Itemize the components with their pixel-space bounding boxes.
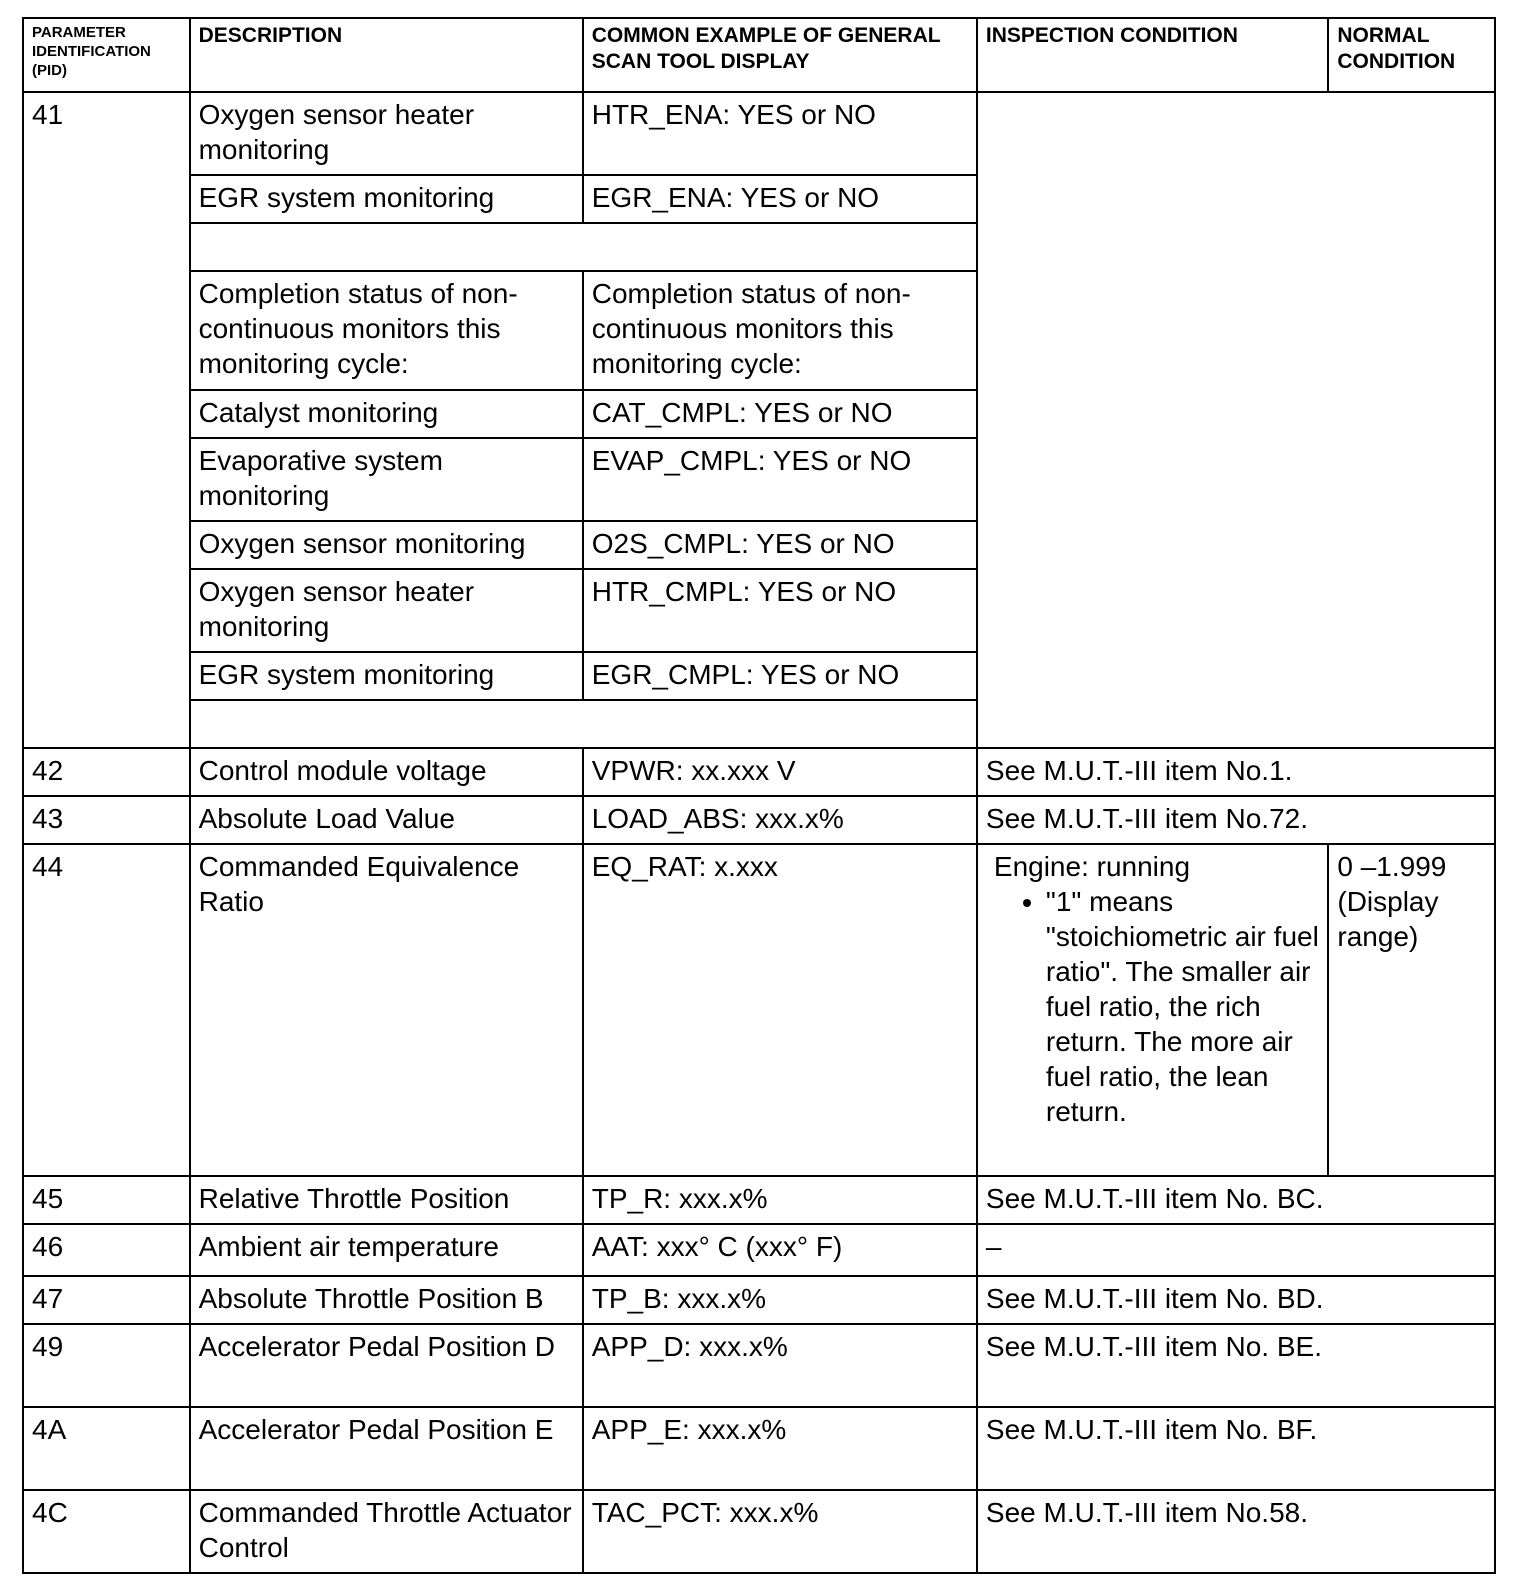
inspection-bullet: • "1" means "stoichiometric air fuel ratio". The smaller air fuel ratio, the rich return. The more air fuel ratio, the lean return. (1046, 884, 1319, 1129)
description-cell: EGR system monitoring (190, 175, 583, 223)
table-row (23, 1176, 1495, 1224)
header-pid: PARAMETER IDENTIFICATION (PID) (23, 18, 190, 92)
table-row (23, 1324, 1495, 1407)
display-cell: EGR_ENA: YES or NO (583, 175, 977, 223)
table-row (23, 1490, 1495, 1573)
display-cell: VPWR: xx.xxx V (583, 748, 977, 796)
pid-cell: 4A (23, 1407, 190, 1490)
table-row (23, 92, 1495, 175)
inspection-cell: See M.U.T.-III item No.72. (977, 796, 1495, 844)
display-cell: CAT_CMPL: YES or NO (583, 390, 977, 438)
table-row (23, 844, 1495, 1176)
inspection-cell: See M.U.T.-III item No.58. (977, 1490, 1495, 1573)
normal-cell: 0 –1.999 (Display range) (1328, 844, 1495, 1176)
header-normal: NORMAL CONDITION (1328, 18, 1495, 92)
inspection-cell: See M.U.T.-III item No. BF. (977, 1407, 1495, 1490)
spacer-cell (190, 223, 977, 271)
inspection-cell: – (977, 1224, 1495, 1276)
header-inspection: INSPECTION CONDITION (977, 18, 1328, 92)
description-cell: Oxygen sensor heater monitoring (190, 569, 583, 652)
display-cell: AAT: xxx° C (xxx° F) (583, 1224, 977, 1276)
inspection-main-text: Engine: running (993, 851, 1191, 882)
description-cell: Accelerator Pedal Position E (190, 1407, 583, 1490)
pid-cell: 46 (23, 1224, 190, 1276)
inspection-cell: See M.U.T.-III item No. BD. (977, 1276, 1495, 1324)
pid-cell: 45 (23, 1176, 190, 1224)
table-row (23, 1276, 1495, 1324)
description-cell: Catalyst monitoring (190, 390, 583, 438)
display-cell: EQ_RAT: x.xxx (583, 844, 977, 1176)
header-display: COMMON EXAMPLE OF GENERAL SCAN TOOL DISPLAY (583, 18, 977, 92)
display-cell: Completion status of non-continuous monitors this monitoring cycle: (583, 271, 977, 390)
description-cell: Ambient air temperature (190, 1224, 583, 1276)
display-cell: TAC_PCT: xxx.x% (583, 1490, 977, 1573)
description-cell: Oxygen sensor monitoring (190, 521, 583, 569)
pid-table (22, 17, 1496, 1574)
table-row (23, 1407, 1495, 1490)
pid-cell: 44 (23, 844, 190, 1176)
inspection-cell: See M.U.T.-III item No. BC. (977, 1176, 1495, 1224)
description-cell: Control module voltage (190, 748, 583, 796)
pid-cell: 41 (23, 92, 190, 748)
inspection-cell: See M.U.T.-III item No. BE. (977, 1324, 1495, 1407)
description-cell: Evaporative system monitoring (190, 438, 583, 521)
display-cell: EGR_CMPL: YES or NO (583, 652, 977, 700)
description-cell: Completion status of non-continuous monitors this monitoring cycle: (190, 271, 583, 390)
description-cell: Absolute Load Value (190, 796, 583, 844)
inspection-cell (977, 844, 1328, 1176)
description-cell: Oxygen sensor heater monitoring (190, 92, 583, 175)
inspection-bullet-list (986, 884, 1319, 1129)
pid-cell: 43 (23, 796, 190, 844)
description-cell: Absolute Throttle Position B (190, 1276, 583, 1324)
header-description: DESCRIPTION (190, 18, 583, 92)
inspection-cell: See M.U.T.-III item No.1. (977, 748, 1495, 796)
pid-cell: 4C (23, 1490, 190, 1573)
pid-cell: 49 (23, 1324, 190, 1407)
description-cell: Commanded Throttle Actuator Control (190, 1490, 583, 1573)
display-cell: O2S_CMPL: YES or NO (583, 521, 977, 569)
table-row (23, 748, 1495, 796)
table-row (23, 1224, 1495, 1276)
display-cell: APP_E: xxx.x% (583, 1407, 977, 1490)
header-row (23, 18, 1495, 92)
pid-cell: 42 (23, 748, 190, 796)
description-cell: Accelerator Pedal Position D (190, 1324, 583, 1407)
pid-cell: 47 (23, 1276, 190, 1324)
display-cell: TP_R: xxx.x% (583, 1176, 977, 1224)
display-cell: HTR_CMPL: YES or NO (583, 569, 977, 652)
spacer-cell (190, 700, 977, 748)
description-cell: EGR system monitoring (190, 652, 583, 700)
display-cell: TP_B: xxx.x% (583, 1276, 977, 1324)
inspection-blank-cell (977, 92, 1495, 748)
table-row (23, 796, 1495, 844)
display-cell: LOAD_ABS: xxx.x% (583, 796, 977, 844)
display-cell: APP_D: xxx.x% (583, 1324, 977, 1407)
display-cell: EVAP_CMPL: YES or NO (583, 438, 977, 521)
description-cell: Relative Throttle Position (190, 1176, 583, 1224)
description-cell: Commanded Equivalence Ratio (190, 844, 583, 1176)
display-cell: HTR_ENA: YES or NO (583, 92, 977, 175)
